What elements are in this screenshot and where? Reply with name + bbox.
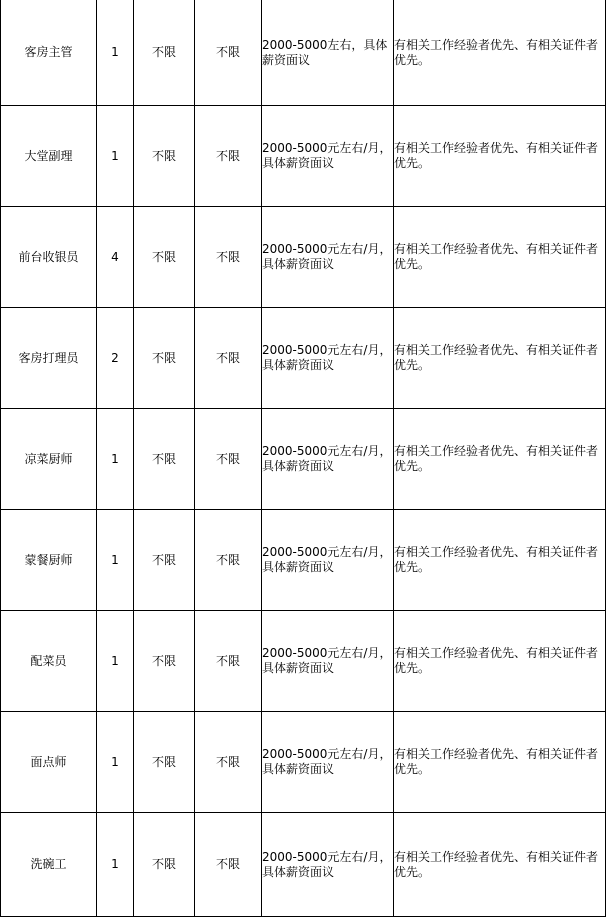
salary-cell: 2000-5000元左右/月，具体薪资面议 [262, 510, 394, 611]
age-cell: 不限 [195, 207, 262, 308]
table-row [1, 510, 606, 611]
salary-cell: 2000-5000元左右/月，具体薪资面议 [262, 207, 394, 308]
position-cell: 前台收银员 [1, 207, 97, 308]
table-row [1, 0, 606, 106]
table-row [1, 712, 606, 813]
headcount-cell: 1 [97, 712, 134, 813]
education-cell: 不限 [134, 308, 195, 409]
salary-cell: 2000-5000元左右/月，具体薪资面议 [262, 308, 394, 409]
headcount-cell: 1 [97, 106, 134, 207]
headcount-cell: 1 [97, 611, 134, 712]
position-cell: 配菜员 [1, 611, 97, 712]
headcount-cell: 2 [97, 308, 134, 409]
education-cell: 不限 [134, 207, 195, 308]
position-cell: 洗碗工 [1, 813, 97, 917]
table-row [1, 611, 606, 712]
education-cell: 不限 [134, 611, 195, 712]
age-cell: 不限 [195, 409, 262, 510]
headcount-cell: 1 [97, 813, 134, 917]
salary-cell: 2000-5000元左右/月，具体薪资面议 [262, 712, 394, 813]
position-cell: 客房打理员 [1, 308, 97, 409]
requirements-cell: 有相关工作经验者优先、有相关证件者优先。 [394, 712, 606, 813]
salary-cell: 2000-5000左右，具体薪资面议 [262, 0, 394, 106]
table-row [1, 308, 606, 409]
position-cell: 客房主管 [1, 0, 97, 106]
requirements-cell: 有相关工作经验者优先、有相关证件者优先。 [394, 409, 606, 510]
education-cell: 不限 [134, 0, 195, 106]
salary-cell: 2000-5000元左右/月，具体薪资面议 [262, 106, 394, 207]
age-cell: 不限 [195, 510, 262, 611]
headcount-cell: 1 [97, 409, 134, 510]
requirements-cell: 有相关工作经验者优先、有相关证件者优先。 [394, 510, 606, 611]
salary-cell: 2000-5000元左右/月，具体薪资面议 [262, 611, 394, 712]
requirements-cell: 有相关工作经验者优先、有相关证件者优先。 [394, 611, 606, 712]
position-cell: 大堂副理 [1, 106, 97, 207]
age-cell: 不限 [195, 308, 262, 409]
requirements-cell: 有相关工作经验者优先、有相关证件者优先。 [394, 813, 606, 917]
requirements-cell: 有相关工作经验者优先、有相关证件者优先。 [394, 0, 606, 106]
table-row [1, 106, 606, 207]
age-cell: 不限 [195, 106, 262, 207]
education-cell: 不限 [134, 106, 195, 207]
table-row [1, 409, 606, 510]
education-cell: 不限 [134, 712, 195, 813]
headcount-cell: 4 [97, 207, 134, 308]
salary-cell: 2000-5000元左右/月，具体薪资面议 [262, 813, 394, 917]
education-cell: 不限 [134, 409, 195, 510]
position-cell: 凉菜厨师 [1, 409, 97, 510]
salary-cell: 2000-5000元左右/月，具体薪资面议 [262, 409, 394, 510]
position-cell: 蒙餐厨师 [1, 510, 97, 611]
table-row [1, 207, 606, 308]
education-cell: 不限 [134, 813, 195, 917]
age-cell: 不限 [195, 0, 262, 106]
age-cell: 不限 [195, 712, 262, 813]
requirements-cell: 有相关工作经验者优先、有相关证件者优先。 [394, 106, 606, 207]
requirements-cell: 有相关工作经验者优先、有相关证件者优先。 [394, 207, 606, 308]
education-cell: 不限 [134, 510, 195, 611]
headcount-cell: 1 [97, 0, 134, 106]
age-cell: 不限 [195, 813, 262, 917]
table-row [1, 813, 606, 917]
age-cell: 不限 [195, 611, 262, 712]
headcount-cell: 1 [97, 510, 134, 611]
position-cell: 面点师 [1, 712, 97, 813]
requirements-cell: 有相关工作经验者优先、有相关证件者优先。 [394, 308, 606, 409]
